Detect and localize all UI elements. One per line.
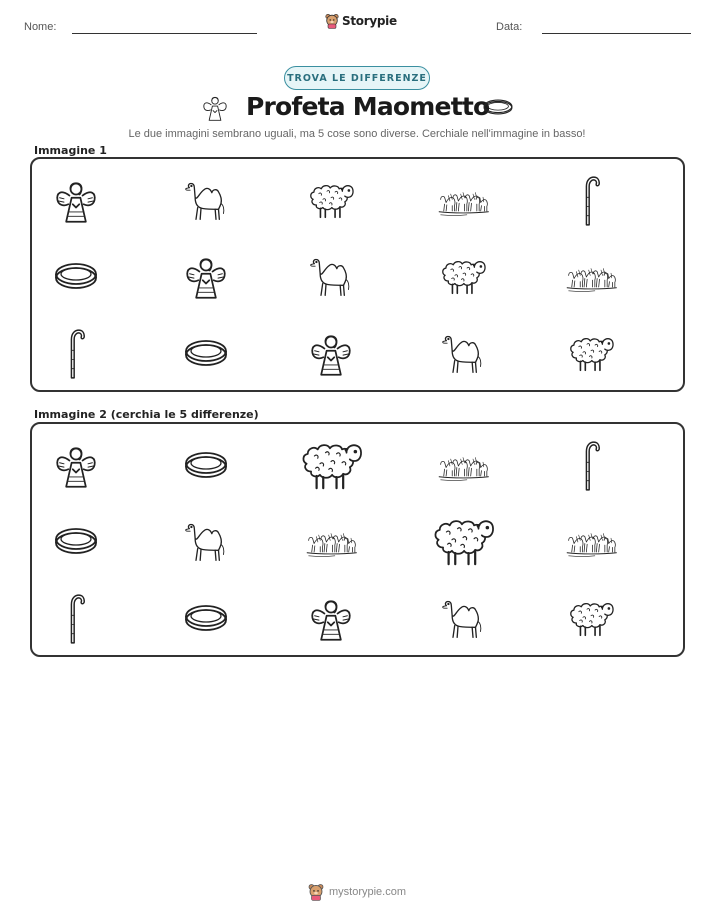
image1-cell-angel-icon: [54, 177, 98, 225]
image2-cell-caravan-icon[interactable]: [304, 522, 358, 562]
image2-cell-ring-icon[interactable]: [183, 448, 229, 484]
page-title: Profeta Maometto: [246, 92, 490, 121]
image2-label: Immagine 2 (cerchia le 5 differenze): [34, 408, 259, 421]
bear-mascot-icon: [325, 13, 339, 29]
name-label: Nome:: [24, 21, 57, 33]
image1-cell-angel-icon: [309, 330, 353, 378]
storypie-logo: [325, 13, 397, 29]
image1-label: Immagine 1: [34, 144, 107, 157]
image1-cell-ring-icon: [183, 336, 229, 372]
image2-cell-angel-icon[interactable]: [54, 442, 98, 490]
angel-icon: [202, 93, 228, 123]
worksheet-header: [0, 0, 714, 50]
image2-cell-ring-icon[interactable]: [53, 524, 99, 560]
image1-cell-sheep-icon: [437, 254, 489, 300]
instructions-text: Le due immagini sembrano uguali, ma 5 cose sono diverse. Cerchiale nell'immagine in basso!: [128, 128, 586, 140]
image2-cell-caravan-icon[interactable]: [564, 522, 618, 562]
image2-cell-camel-icon[interactable]: [181, 518, 231, 566]
image1-cell-staff-icon: [65, 328, 87, 380]
image1-cell-sheep-icon: [565, 331, 617, 377]
image1-cell-camel-icon: [181, 177, 231, 225]
image2-cell-sheep-large-icon[interactable]: [427, 511, 499, 573]
image2-cell-caravan-icon[interactable]: [436, 446, 490, 486]
image1-cell-camel-icon: [438, 330, 488, 378]
title-row: [0, 92, 714, 126]
image1-cell-caravan-icon: [564, 257, 618, 297]
image1-cell-staff-icon: [580, 175, 602, 227]
image2-cell-staff-icon[interactable]: [580, 440, 602, 492]
date-label: Data:: [496, 21, 523, 33]
activity-badge: TROVA LE DIFFERENZE: [284, 66, 430, 90]
footer-url: mystorypie.com: [328, 886, 407, 898]
image2-cell-angel-icon[interactable]: [309, 595, 353, 643]
image2-cell-sheep-large-icon[interactable]: [295, 435, 367, 497]
image1-cell-camel-icon: [306, 253, 356, 301]
image1-cell-angel-icon: [184, 253, 228, 301]
image1-cell-caravan-icon: [436, 181, 490, 221]
name-field-line[interactable]: [72, 33, 257, 34]
image2-cell-camel-icon[interactable]: [438, 595, 488, 643]
logo-text: Storypie: [342, 14, 397, 28]
bear-mascot-icon: [308, 883, 324, 901]
image1-cell-ring-icon: [53, 259, 99, 295]
ring-icon: [482, 97, 514, 117]
image1-panel: [30, 157, 685, 392]
footer: [0, 883, 714, 901]
image2-cell-staff-icon[interactable]: [65, 593, 87, 645]
image2-cell-ring-icon[interactable]: [183, 601, 229, 637]
image2-panel[interactable]: [30, 422, 685, 657]
date-field-line[interactable]: [542, 33, 691, 34]
image1-cell-sheep-icon: [305, 178, 357, 224]
image2-cell-sheep-icon[interactable]: [565, 596, 617, 642]
